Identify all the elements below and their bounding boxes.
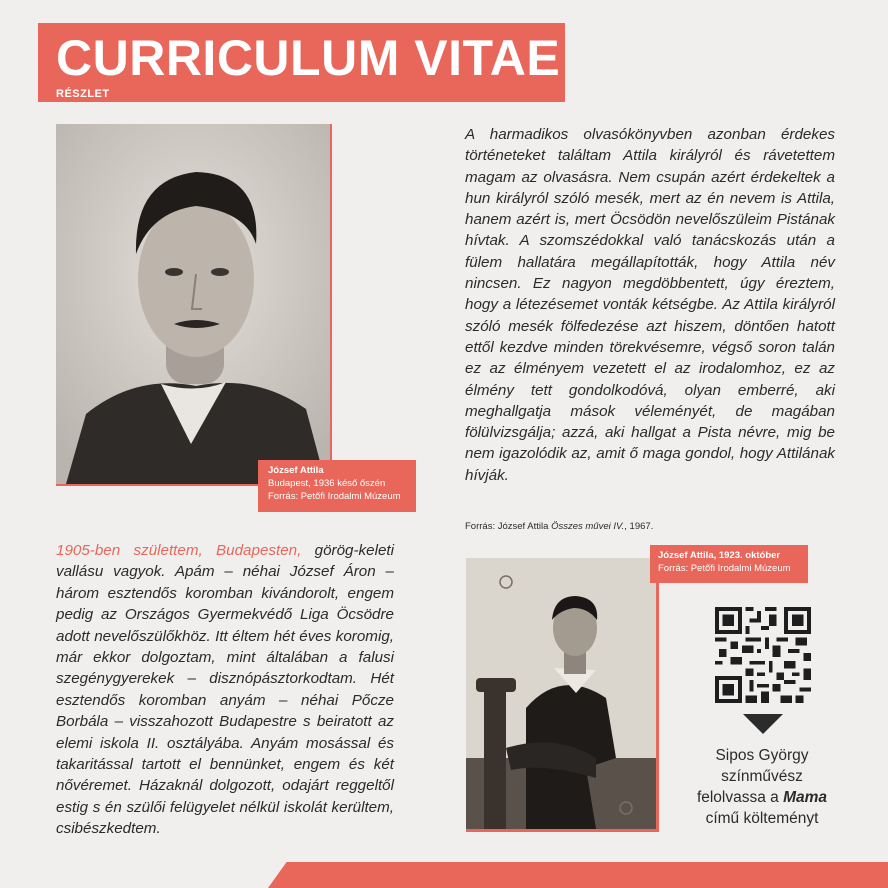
cta-line3-pre: felolvassa a xyxy=(696,789,784,806)
footer-band xyxy=(268,862,888,888)
cta-line3 xyxy=(670,787,854,808)
portrait-photo-1936 xyxy=(56,124,332,486)
qr-code-icon[interactable] xyxy=(715,607,811,703)
cta-line2: színművész xyxy=(721,768,803,785)
quote-source-suffix: , 1967. xyxy=(624,521,654,532)
bio-text xyxy=(56,540,394,840)
portrait-illustration xyxy=(56,124,330,484)
caption-source: Forrás: Petőfi Irodalmi Múzeum xyxy=(268,491,401,502)
bio-body: görög-keleti vallásu vagyok. Apám – néhai József Áron – három esztendős koromban kivándorolt, engem pedig az Országos Gyermekvédő Liga Öcsödre adott nevelőszülőkhöz. Itt éltem hét éves koromig, már ekkor dolgoztam, mint általában a falusi szegénygyerekek – disznópásztorkodtam. Hét esztendős koromban anyám – néhai Pőcze Borbála – visszahozott Budapestre s beiratott az elemi iskola II. osztályába. Anyám mosással és takaritással tartott el bennünket, engem és két nővéremet. Házaknál dolgozott, odajárt reggeltől estig s én szülői felügyelet nélkül iskolát kerültem, csibészkedtem. xyxy=(56,542,395,838)
main-text: A harmadikos olvasókönyvben azonban érdekes történeteket találtam Attila királyról és rávetettem magam az olvasásra. Nem csupán azért érdekeltek a hun királyról szóló mesék, mert az én nevem is Attila, hanem azért is, mert Öcsödön nevelőszüleim Pistának hívtak. A szomszédokkal való tanácskozás után a fülem hallatára megállapították, hogy Attila név nincsen. Ez nagyon megdöbbentett, úgy éreztem, hogy a létezésemet vonták kétségbe. Az Attila királyról szóló mesék fölfedezése azt hiszem, döntően hatott ettől kezdve minden törekvésemre, végső soron talán ez az élményem vezetett el az irodalomhoz, ez az élmény tett gondolkodóvá, olyan emberré, aki meghallgatja mások véleményét, de magában fölülvizsgálja; azzá, aki hallgat a Pista névre, mig be nem igazolódik az, amit ő maga gondol, hogy Attilának hívják. xyxy=(465,126,835,484)
caption-date-place: Budapest, 1936 késő őszén xyxy=(268,478,386,489)
page-title: CURRICULUM VITAE xyxy=(56,30,561,86)
cta-poem-title: Mama xyxy=(783,789,828,806)
caption2-name: József Attila, 1923. október xyxy=(658,550,781,561)
portrait-caption xyxy=(258,460,416,512)
down-arrow-icon xyxy=(743,714,783,734)
caption2-source: Forrás: Petőfi Irodalmi Múzeum xyxy=(658,563,791,574)
page-subtitle: RÉSZLET xyxy=(56,88,110,100)
cta-line1: Sipos György xyxy=(715,747,809,764)
seated-portrait-illustration xyxy=(466,558,656,829)
quote-source xyxy=(465,521,653,532)
seated-portrait-caption xyxy=(650,545,808,583)
quote-source-work: Összes művei IV. xyxy=(551,521,625,532)
bio-highlight: 1905-ben születtem, Budapesten, xyxy=(56,542,302,559)
recital-note xyxy=(670,745,854,829)
portrait-photo-1923 xyxy=(466,558,659,832)
cta-line4: című költeményt xyxy=(705,810,819,827)
quote-source-prefix: Forrás: József Attila xyxy=(465,521,552,532)
caption-name: József Attila xyxy=(268,465,324,476)
